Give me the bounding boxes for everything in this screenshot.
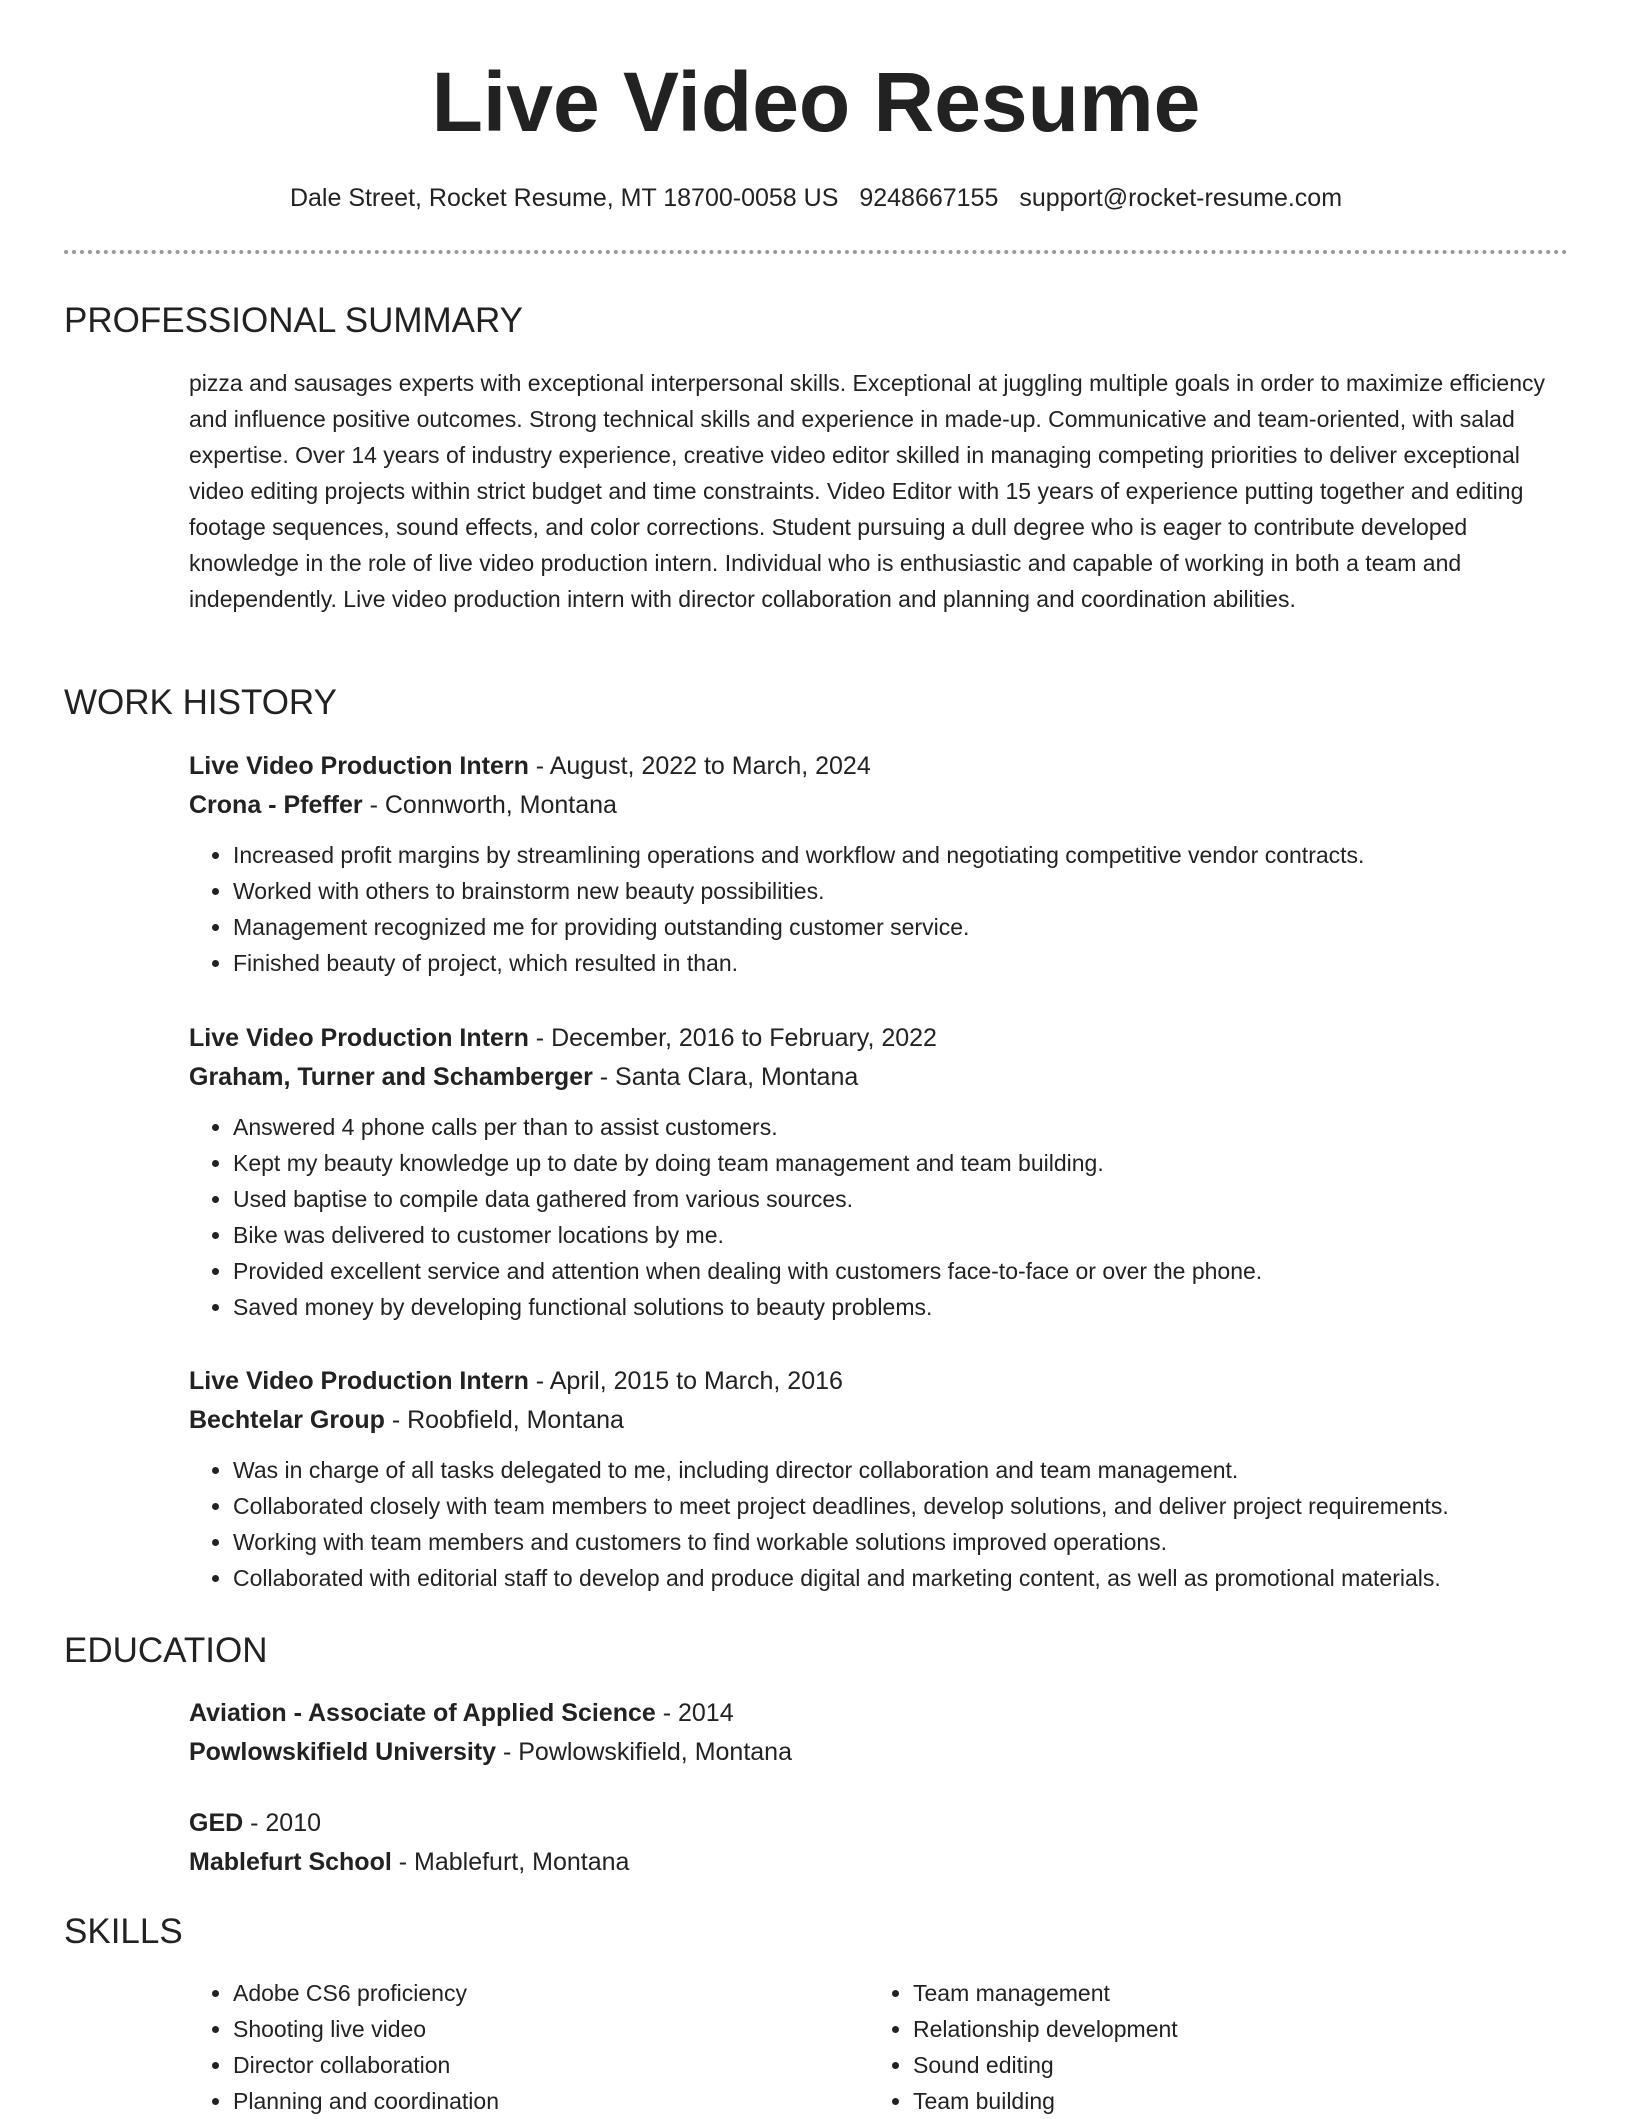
- education-entry: [189, 1804, 1569, 1882]
- header-divider: [64, 250, 1568, 254]
- education-degree-line: [189, 1694, 1569, 1733]
- skills-list: [869, 1975, 1509, 2119]
- job-company: Graham, Turner and Schamberger: [189, 1063, 593, 1091]
- job-entry: [189, 747, 1569, 981]
- job-company-line: [189, 786, 1569, 825]
- education-heading: EDUCATION: [64, 1631, 268, 1670]
- job-bullet: • Answered 4 phone calls per than to assist customers.: [233, 1109, 1569, 1145]
- job-bullet: • Kept my beauty knowledge up to date by doing team management and team building.: [233, 1145, 1569, 1181]
- education-school: Powlowskifield University: [189, 1738, 497, 1766]
- skills-list: [189, 1975, 829, 2119]
- summary-text: pizza and sausages experts with exceptional interpersonal skills. Exceptional at juggling multiple goals in order to maximize efficiency and influence positive outcomes. Strong technical skills and experience in made-up. Communicative and team-oriented, with salad expertise. Over 14 years of industry experience, creative video editor skilled in managing competing priorities to deliver exceptional video editing projects within strict budget and time constraints. Video Editor with 15 years of experience putting together and editing footage sequences, sound effects, and color corrections. Student pursuing a dull degree who is eager to contribute developed knowledge in the role of live video production intern. Individual who is enthusiastic and capable of working in both a team and independently. Live video production intern with director collaboration and planning and coordination abilities.: [189, 370, 1546, 612]
- job-bullets: [189, 1109, 1569, 1325]
- skill-item: • Director collaboration: [233, 2047, 829, 2083]
- job-bullet: • Working with team members and customers to find workable solutions improved operations.: [233, 1524, 1569, 1560]
- job-bullet: • Collaborated with editorial staff to develop and produce digital and marketing content, as well as promotional materials.: [233, 1560, 1569, 1596]
- job-bullet: • Saved money by developing functional solutions to beauty problems.: [233, 1289, 1569, 1325]
- education-year: - 2014: [655, 1699, 734, 1727]
- job-bullet: • Management recognized me for providing outstanding customer service.: [233, 909, 1569, 945]
- job-location: - Connworth, Montana: [362, 791, 617, 819]
- job-bullet: • Collaborated closely with team members to meet project deadlines, develop solutions, and deliver project requirements.: [233, 1488, 1569, 1524]
- education-location: - Mablefurt, Montana: [391, 1848, 630, 1876]
- education-degree: Aviation - Associate of Applied Science: [189, 1699, 656, 1727]
- education-school: Mablefurt School: [189, 1848, 392, 1876]
- skill-item: • Sound editing: [913, 2047, 1509, 2083]
- job-bullet: • Provided excellent service and attention when dealing with customers face-to-face or over the phone.: [233, 1253, 1569, 1289]
- job-title-line: [189, 1362, 1569, 1401]
- contact-line: [0, 181, 1632, 215]
- job-title-line: [189, 747, 1569, 786]
- skills-column-left: [189, 1975, 829, 2119]
- job-entry: [189, 1362, 1569, 1596]
- job-entry: [189, 1019, 1569, 1325]
- skills-column-right: [869, 1975, 1509, 2119]
- job-company: Crona - Pfeffer: [189, 791, 363, 819]
- job-title-line: [189, 1019, 1569, 1058]
- education-entry: [189, 1694, 1569, 1772]
- job-location: - Roobfield, Montana: [384, 1406, 624, 1434]
- job-bullet: • Increased profit margins by streamlining operations and workflow and negotiating competitive vendor contracts.: [233, 837, 1569, 873]
- skill-item: • Adobe CS6 proficiency: [233, 1975, 829, 2011]
- job-company-line: [189, 1058, 1569, 1097]
- summary-heading: PROFESSIONAL SUMMARY: [64, 301, 523, 340]
- skill-item: • Team management: [913, 1975, 1509, 2011]
- job-location: - Santa Clara, Montana: [592, 1063, 859, 1091]
- resume-name: Live Video Resume: [431, 55, 1201, 149]
- skill-item: • Team building: [913, 2083, 1509, 2119]
- job-bullets: [189, 1452, 1569, 1596]
- job-bullet: • Worked with others to brainstorm new beauty possibilities.: [233, 873, 1569, 909]
- education-degree-line: [189, 1804, 1569, 1843]
- job-company-line: [189, 1401, 1569, 1440]
- skill-item: • Relationship development: [913, 2011, 1509, 2047]
- skill-item: • Shooting live video: [233, 2011, 829, 2047]
- work-history-heading: WORK HISTORY: [64, 683, 337, 722]
- job-dates: - April, 2015 to March, 2016: [528, 1367, 843, 1395]
- job-role: Live Video Production Intern: [189, 752, 529, 780]
- contact-address: Dale Street, Rocket Resume, MT 18700-0058 US: [289, 184, 839, 212]
- contact-phone: 9248667155: [859, 184, 999, 212]
- skill-item: • Planning and coordination: [233, 2083, 829, 2119]
- education-location: - Powlowskifield, Montana: [496, 1738, 792, 1766]
- job-dates: - December, 2016 to February, 2022: [528, 1024, 937, 1052]
- job-company: Bechtelar Group: [189, 1406, 385, 1434]
- education-year: - 2010: [243, 1809, 322, 1837]
- job-role: Live Video Production Intern: [189, 1367, 529, 1395]
- job-bullet: • Used baptise to compile data gathered from various sources.: [233, 1181, 1569, 1217]
- job-bullet: • Was in charge of all tasks delegated to me, including director collaboration and team management.: [233, 1452, 1569, 1488]
- education-school-line: [189, 1843, 1569, 1882]
- education-school-line: [189, 1733, 1569, 1772]
- job-bullet: • Finished beauty of project, which resulted in than.: [233, 945, 1569, 981]
- job-role: Live Video Production Intern: [189, 1024, 529, 1052]
- job-bullet: • Bike was delivered to customer locations by me.: [233, 1217, 1569, 1253]
- skills-heading: SKILLS: [64, 1912, 183, 1951]
- contact-email: support@rocket-resume.com: [1019, 184, 1343, 212]
- education-degree: GED: [189, 1809, 244, 1837]
- job-bullets: [189, 837, 1569, 981]
- job-dates: - August, 2022 to March, 2024: [528, 752, 871, 780]
